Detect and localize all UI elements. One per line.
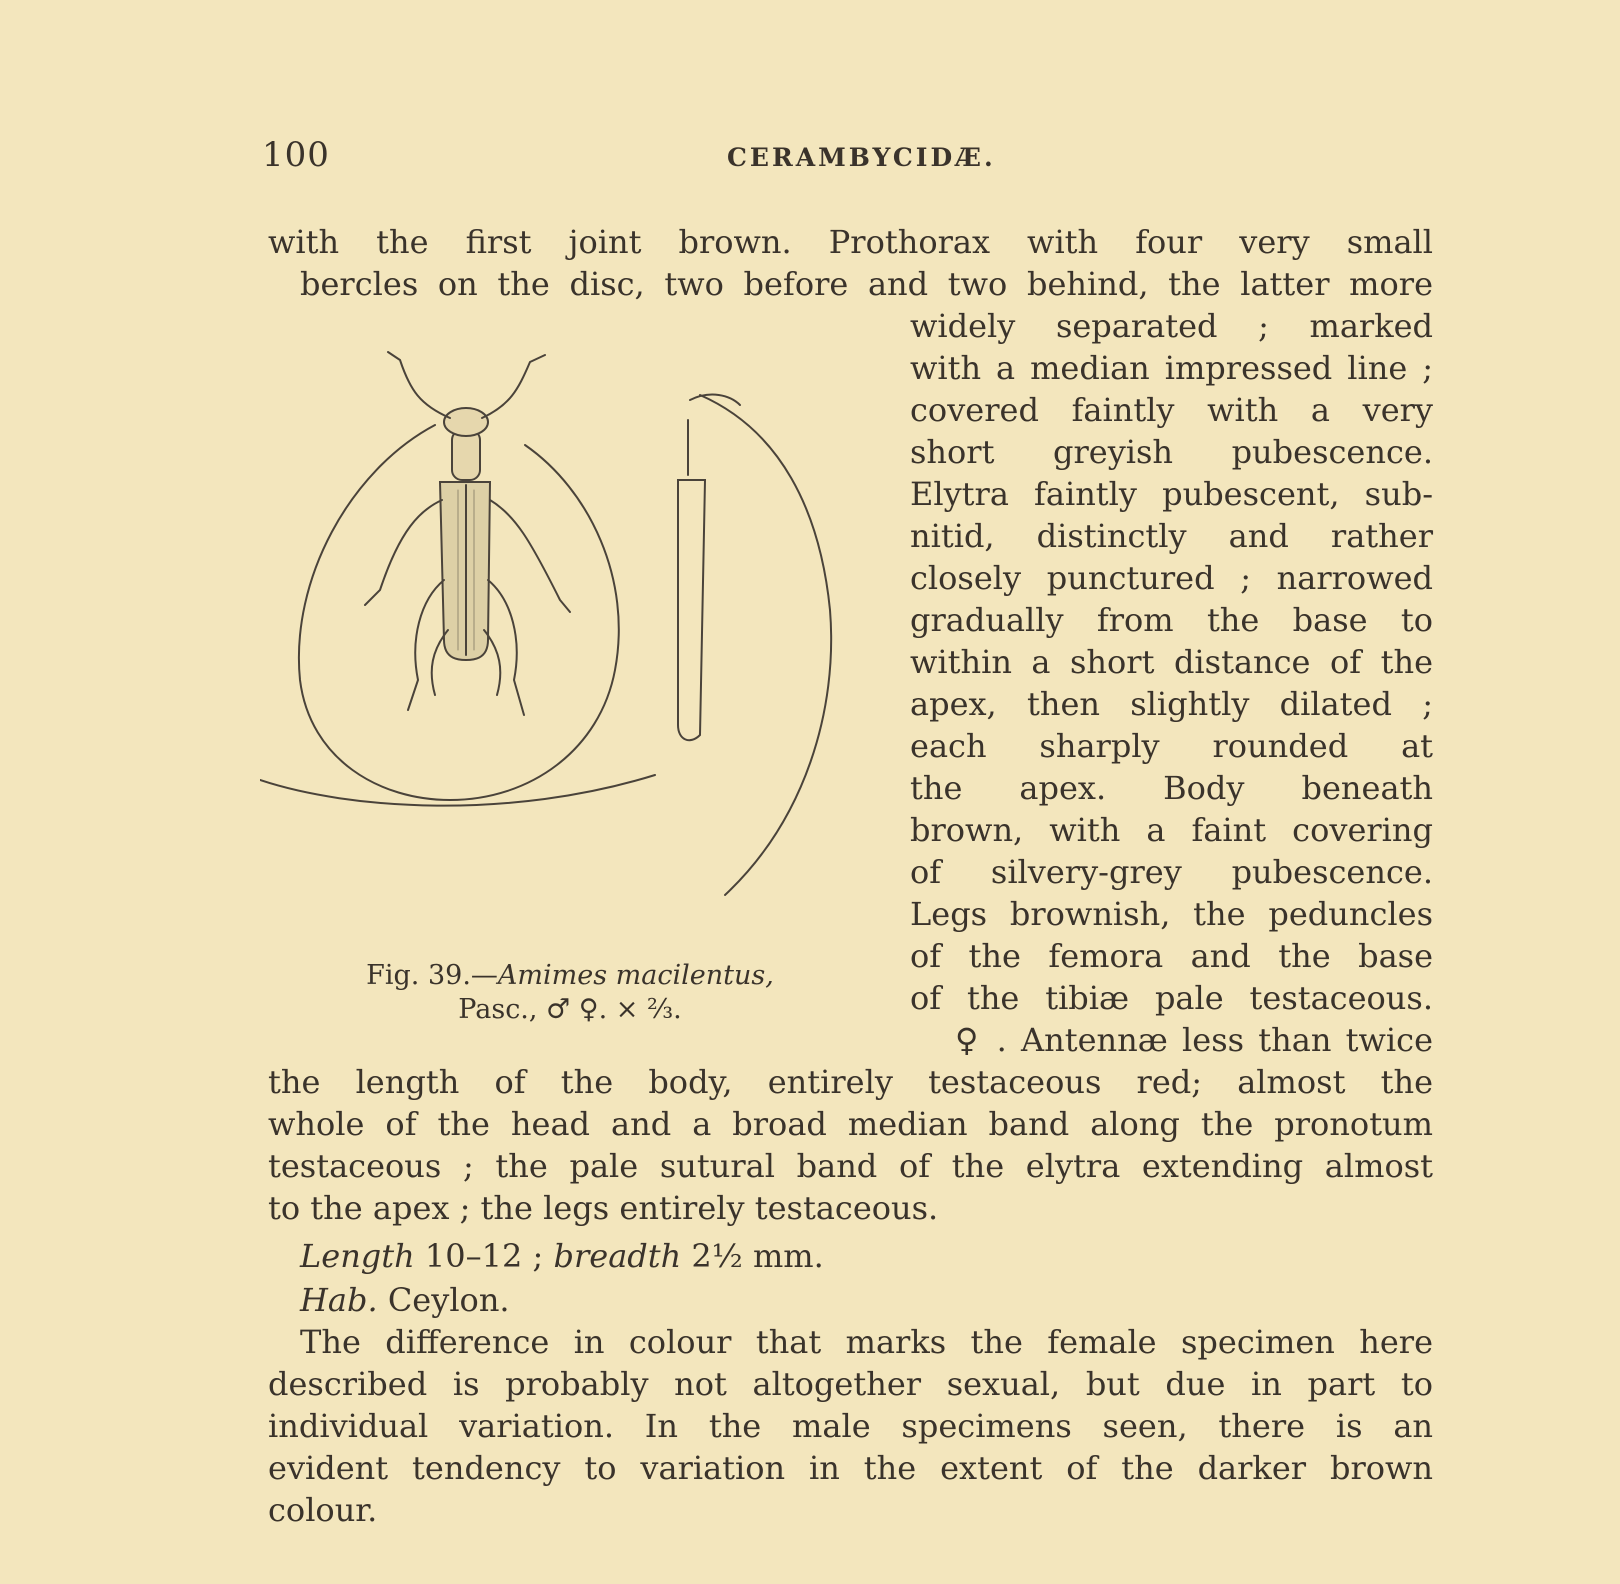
column-line: the apex. Body beneath — [910, 769, 1433, 807]
running-head: CERAMBYCIDÆ. — [727, 143, 996, 172]
female-description-line: ♀ . Antennæ less than twice — [955, 1021, 1433, 1059]
text-line: to the apex ; the legs entirely testaceous. — [268, 1189, 939, 1227]
text-line: with the first joint brown. Prothorax with four very small — [268, 223, 1433, 261]
text-line: whole of the head and a broad median band along the pronotum — [268, 1105, 1433, 1143]
figure-caption-line-2: Pasc., ♂ ♀. × ⅔. — [458, 994, 682, 1025]
text-line: described is probably not altogether sexual, but due in part to — [268, 1365, 1433, 1403]
column-line: gradually from the base to — [910, 601, 1433, 639]
beetle-illustration — [260, 350, 870, 940]
column-line: Legs brownish, the peduncles — [910, 895, 1433, 933]
column-line: nitid, distinctly and rather — [910, 517, 1433, 555]
column-line: short greyish pubescence. — [910, 433, 1433, 471]
column-line: of silvery-grey pubescence. — [910, 853, 1433, 891]
breadth-value: 2½ mm. — [691, 1237, 824, 1275]
beetle-figure — [260, 350, 870, 940]
caption-species: Amimes macilentus, — [497, 960, 774, 991]
caption-prefix: Fig. 39.— — [366, 960, 498, 991]
text-line: The difference in colour that marks the female specimen here — [300, 1323, 1433, 1361]
text-line: the length of the body, entirely testaceous red; almost the — [268, 1063, 1433, 1101]
column-line: covered faintly with a very — [910, 391, 1433, 429]
habitat-value: Ceylon. — [387, 1281, 510, 1319]
text-line: colour. — [268, 1491, 378, 1529]
length-value: 10–12 ; — [424, 1237, 544, 1275]
column-line: apex, then slightly dilated ; — [910, 685, 1433, 723]
habitat-line — [300, 1280, 1433, 1320]
habitat-label: Hab. — [300, 1281, 378, 1319]
text-line: evident tendency to variation in the extent of the darker brown — [268, 1449, 1433, 1487]
column-line: brown, with a faint covering — [910, 811, 1433, 849]
page-header — [262, 135, 1432, 185]
column-line: Elytra faintly pubescent, sub- — [910, 475, 1433, 513]
page-number: 100 — [262, 135, 330, 175]
length-label: Length — [300, 1237, 415, 1275]
text-line: individual variation. In the male specimens seen, there is an — [268, 1407, 1433, 1445]
figure-caption-line-1 — [330, 958, 810, 994]
column-line: with a median impressed line ; — [910, 349, 1433, 387]
text-line: testaceous ; the pale sutural band of the elytra extending almost — [268, 1147, 1433, 1185]
column-line: within a short distance of the — [910, 643, 1433, 681]
breadth-label: breadth — [553, 1237, 682, 1275]
column-line: each sharply rounded at — [910, 727, 1433, 765]
column-line: closely punctured ; narrowed — [910, 559, 1433, 597]
text-line: bercles on the disc, two before and two behind, the latter more — [300, 265, 1433, 303]
column-line: of the femora and the base — [910, 937, 1433, 975]
column-line: widely separated ; marked — [910, 307, 1433, 345]
measurements-line — [300, 1236, 1433, 1276]
column-line: of the tibiæ pale testaceous. — [910, 979, 1433, 1017]
